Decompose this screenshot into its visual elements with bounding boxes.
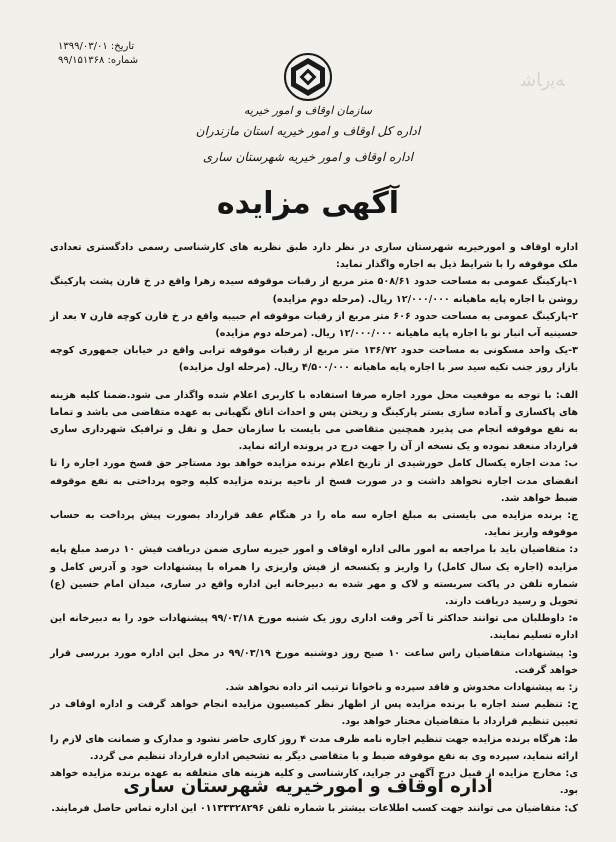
document-meta — [58, 40, 138, 68]
condition-item: ی: مخارج مزایده از قبیل درج آگهی در جراید، کارشناسی و کلیه هزینه های متعلقه به عهده برنده مزایده خواهد بود. — [50, 768, 578, 797]
condition-item: ط: هرگاه برنده مزایده جهت تنظیم اجاره نامه ظرف مدت ۴ روز کاری حاضر نشود و مدارک و ضمانت های لازم را ارائه ننماید، سپرده وی به نفع موقوفه ضبط و با متقاضی دیگر به تشخیص اداره قرارداد تنظیم می گردد. — [50, 733, 579, 762]
document-number: شماره: ۹۹/۱۵۱۳۶۸ — [58, 55, 139, 66]
org-name: سازمان اوقاف و امور خیریه — [244, 104, 372, 117]
condition-item: ح: تنظیم سند اجاره با برنده مزایده پس از اظهار نظر کمیسیون مزایده انجام خواهد گرفت و اداره اوقاف در تعیین تنظیم قرارداد با متقاضیان مختار خواهد بود. — [50, 699, 578, 728]
provincial-office-name: اداره کل اوقاف و امور خیریه استان مازندران — [195, 124, 421, 138]
section-gap — [50, 377, 578, 387]
condition-item: د: متقاضیان باید با مراجعه به امور مالی اداره اوقاف و امور خیریه ساری ضمن دریافت فیش ۱۰ درصد مبلغ پایه مزایده (اجاره یک سال کامل) را واریز و یکنسخه از فیش واریزی را همراه با پیشنهادات خود و آدرس کامل و شماره تلفن در پاکت سربسته و لاک و مهر شده به دبیرخانه این اداره واقع در ساری، میدان امام حسین (ع) تحویل و رسید دریافت دارند. — [50, 544, 578, 608]
condition-item: ج: برنده مزایده می بایستی به مبلغ اجاره سه ماه را در هنگام عقد قرارداد بصورت پیش پرداخت به حساب موقوفه واریز نماید. — [50, 510, 578, 539]
svg-text:ﻪﯾﺭﺎﺷ: ﻪﯾﺭﺎﺷ — [521, 70, 565, 91]
condition-item: ب: مدت اجاره یکسال کامل خورشیدی از تاریخ اعلام برنده مزایده خواهد بود مستاجر حق فسخ مورد اجاره را تا انقضای مدت اجاره نخواهد داشت و در صورت فسخ از ناحیه برنده مزایده کلیه وجوه پرداختی به نفع موقوفه ضبط خواهد شد. — [50, 458, 578, 504]
condition-item: ک: متقاضیان می توانند جهت کسب اطلاعات بیشتر با شماره تلفن ۰۱۱۳۳۳۲۸۲۹۶ این اداره تماس حاصل فرمایند. — [51, 802, 578, 814]
condition-item: ه: داوطلبان می توانند حداکثر تا آخر وقت اداری روز یک شنبه مورخ ۹۹/۰۳/۱۸ پیشنهادات خود را به دبیرخانه این اداره تسلیم نمایند. — [50, 613, 578, 642]
condition-item: ز: به پیشنهادات مخدوش و فاقد سپرده و ناخوانا ترتیب اثر داده نخواهد شد. — [225, 682, 578, 694]
property-item: ۱-پارکینگ عمومی به مساحت حدود ۵۰۸/۶۱ متر مربع از رقبات موقوفه سیده زهرا واقع در خ قارن پشت پارکینگ روشن با اجاره پایه ماهیانه ۱۲/۰۰۰/۰۰۰ ریال. (مرحله دوم مزایده) — [50, 276, 578, 305]
condition-item: و: پیشنهادات متقاضیان راس ساعت ۱۰ صبح روز دوشنبه مورخ ۹۹/۰۳/۱۹ در محل این اداره مورد بررسی قرار خواهد گرفت. — [50, 647, 578, 676]
awqaf-logo-icon — [283, 52, 333, 102]
property-item: ۳-یک واحد مسکونی به مساحت حدود ۱۳۶/۷۲ متر مربع از رقبات موقوفه ترابی واقع در خیابان جمهوری کوچه بازار روز جنب تکیه سید سر با اجاره پایه ماهیانه ۴/۵۰۰/۰۰۰ ریال. (مرحله اول مزایده) — [50, 345, 578, 374]
city-office-name: اداره اوقاف و امور خیریه شهرستان ساری — [202, 150, 414, 164]
faded-stamp-mark — [498, 60, 588, 100]
property-item: ۲-پارکینگ عمومی به مساحت حدود ۶۰۶ متر مربع از رقبات موقوفه ام حبیبه واقع در خ قارن کوچه قارن ۷ بعد از حسینیه آب انبار نو با اجاره پایه ماهیانه ۱۲/۰۰۰/۰۰۰ ریال. (مرحله دوم مزایده) — [50, 310, 578, 340]
document-date: تاریخ: ۱۳۹۹/۰۳/۰۱ — [58, 41, 135, 52]
notice-title: آگهی مزایده — [216, 186, 400, 221]
notice-body — [50, 239, 578, 817]
footer-signature: اداره اوقاف و امورخیریه شهرستان ساری — [123, 776, 493, 797]
intro-paragraph: اداره اوقاف و امورخیریه شهرستان ساری در نظر دارد طبق نظریه های کارشناسی رسمی دادگستری تعدادی ملک موقوفه را با شرایط ذیل به اجاره واگذار نماید: — [50, 242, 578, 271]
condition-item: الف: با توجه به موقعیت محل مورد اجاره صرفا استفاده با کاربری اعلام شده واگذار می شود.ضمنا کلیه هزینه های پاکسازی و آماده سازی بستر پارکینگ و ریختن پس و احداث اتاق نگهبانی به عهده متقاضی می باشد و تماما به نفع موقوفه انجام می پذیرد همچنین متقاضی می بایست با سازمان حمل و نقل و ترافیک شهرداری ساری قرارداد منعقد نموده و یک نسخه از آن را جهت درج در پرونده ارائه نماید. — [50, 389, 578, 453]
